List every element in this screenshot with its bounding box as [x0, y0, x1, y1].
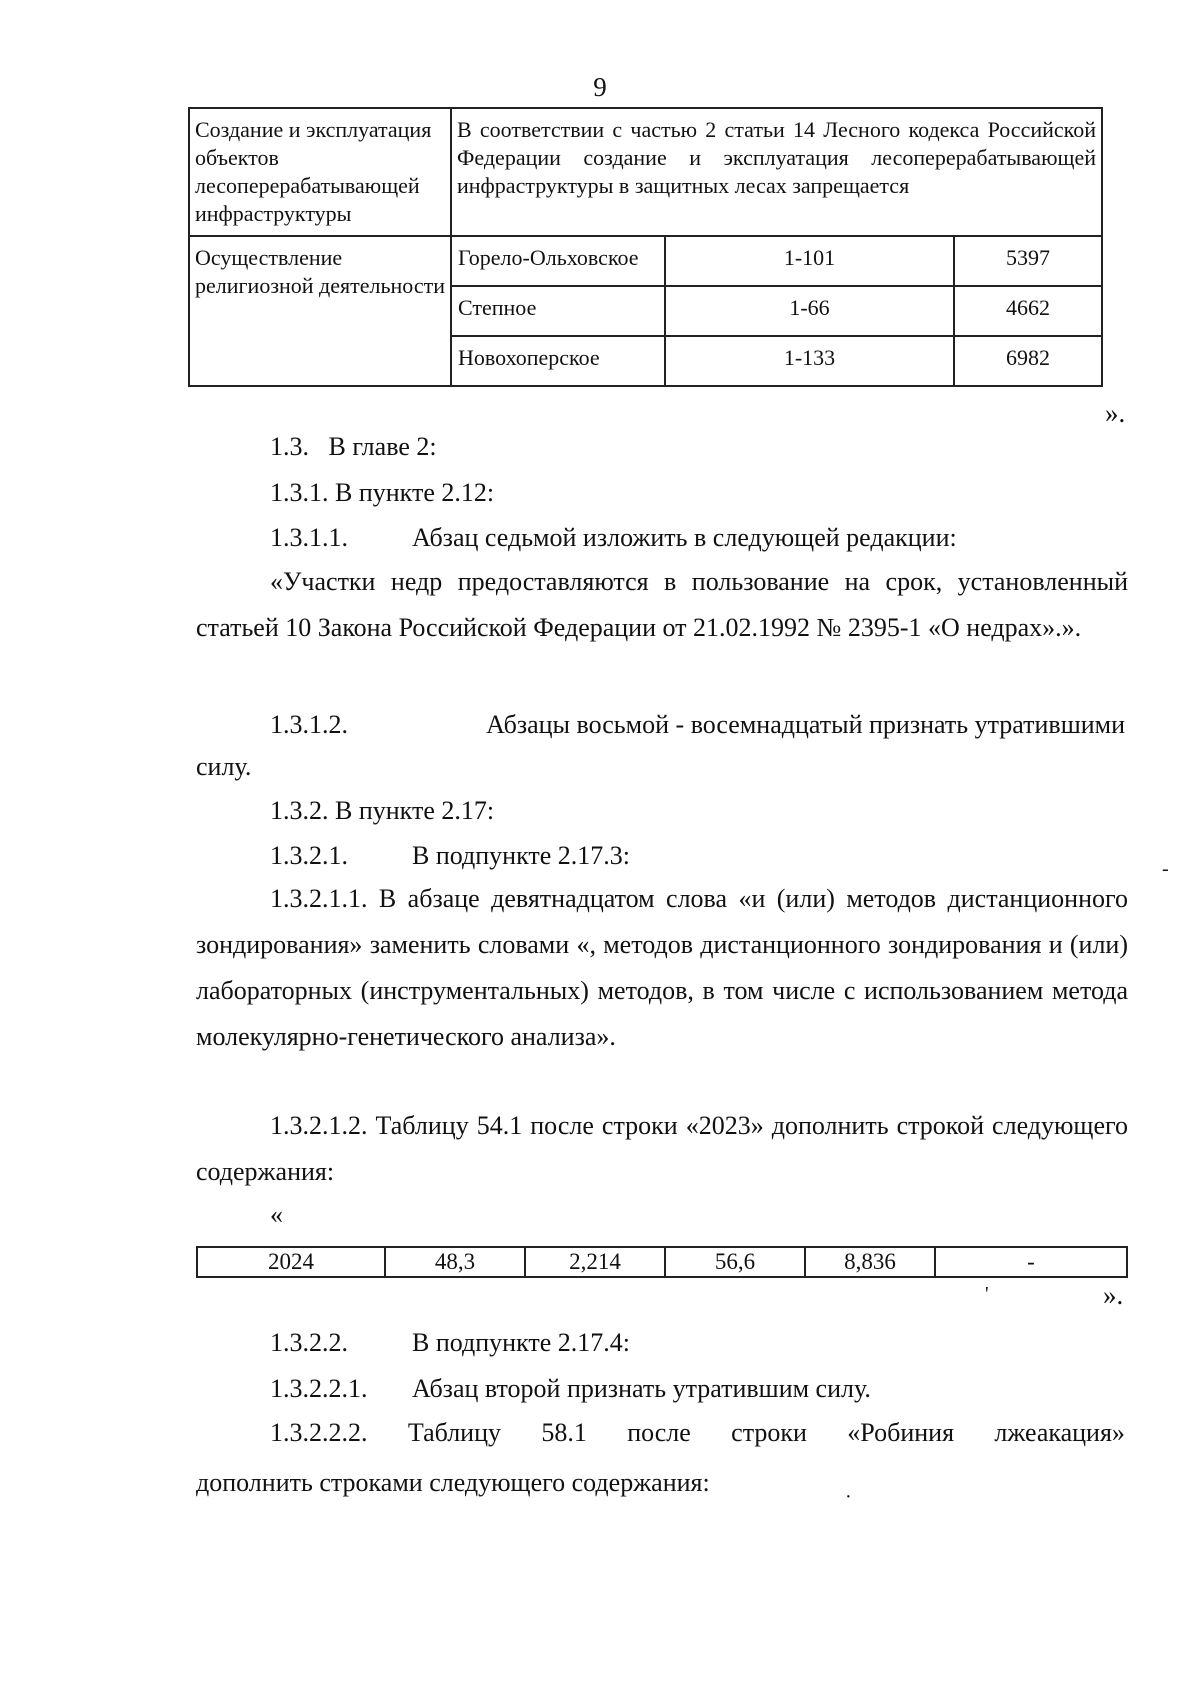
paragraph-word: после: [627, 1418, 691, 1447]
table-cell-quarters: 1-133: [665, 336, 954, 386]
paragraph-word: лжеакация»: [994, 1418, 1125, 1447]
paragraph-word: Таблицу: [407, 1418, 502, 1447]
table-2-closing-quote: ».: [1103, 1280, 1124, 1310]
table-cell: 2,214: [525, 1247, 665, 1277]
table-cell-area: 5397: [954, 236, 1102, 286]
paragraph-1-3-1-2-continuation: силу.: [196, 752, 252, 781]
table-cell-forestry: Новохоперское: [451, 336, 665, 386]
paragraph-word: 1.3.2.2.2.: [270, 1418, 368, 1447]
table-row: [189, 108, 1102, 236]
table-cell-area: 4662: [954, 286, 1102, 336]
paragraph-text: Абзацы восьмой - восемнадцатый признать утратившими: [486, 710, 1125, 739]
scan-speck: ': [985, 1283, 989, 1305]
scan-speck: ·: [845, 1486, 852, 1508]
table-cell-quarters: 1-66: [665, 286, 954, 336]
paragraph-1-3-2-2-2: [270, 1410, 1125, 1456]
table-cell-forestry: Горело-Ольховское: [451, 236, 665, 286]
paragraph-1-3-2-2-number: 1.3.2.2.: [270, 1328, 348, 1357]
table-cell-area: 6982: [954, 336, 1102, 386]
opening-quote: «: [270, 1200, 283, 1229]
table-cell-activity: Осуществление религиозной деятельности: [189, 236, 451, 386]
paragraph-1-3-2-1-text: В подпункте 2.17.3:: [412, 841, 630, 870]
table-row: [189, 236, 1102, 286]
table-54-1-row: [196, 1246, 1128, 1278]
paragraph-1-3-2: 1.3.2. В пункте 2.17:: [270, 796, 495, 825]
table-row: [197, 1247, 1127, 1277]
page-number: 9: [593, 72, 607, 102]
table-cell-forestry: Степное: [451, 286, 665, 336]
table-cell-year: 2024: [197, 1247, 385, 1277]
paragraph-1-3-2-1-1: 1.3.2.1.1. В абзаце девятнадцатом слова «и (или) методов дистанционного зондирования» заменить словами «, методов дистанционного зондирования и (или) лабораторных (инструментальных) методов, в том числе с использованием метода молекулярно-генетического анализа».: [196, 884, 1128, 1051]
table-cell-quarters: 1-101: [665, 236, 954, 286]
table-cell: 56,6: [665, 1247, 805, 1277]
forest-use-table: [188, 107, 1103, 387]
paragraph-1-3: 1.3. В главе 2:: [270, 432, 437, 461]
scan-speck: -: [1162, 858, 1169, 880]
paragraph-1-3-1: 1.3.1. В пункте 2.12:: [270, 478, 495, 507]
paragraph-1-3-1-1-number: 1.3.1.1.: [270, 523, 348, 552]
paragraph-1-3-1-2: [270, 702, 1125, 748]
table-cell-note: В соответствии с частью 2 статьи 14 Лесного кодекса Российской Федерации создание и эксплуатация лесоперерабатывающей инфраструктуры в защитных лесах запрещается: [451, 108, 1102, 236]
paragraph-1-3-2-2-text: В подпункте 2.17.4:: [412, 1328, 630, 1357]
paragraph-1-3-2-1-2: 1.3.2.1.2. Таблицу 54.1 после строки «2023» дополнить строкой следующего содержания:: [196, 1111, 1128, 1186]
table-cell-activity: Создание и эксплуатация объектов лесоперерабатывающей инфраструктуры: [189, 108, 451, 236]
paragraph-1-3-2-2-1-text: Абзац второй признать утратившим силу.: [412, 1374, 871, 1403]
table-cell: -: [935, 1247, 1127, 1277]
paragraph-word: 58.1: [541, 1418, 587, 1447]
paragraph-quote-subsoil: «Участки недр предоставляются в пользование на срок, установленный статьей 10 Закона Российской Федерации от 21.02.1992 № 2395-1 «О недрах».».: [196, 567, 1128, 642]
table-cell: 48,3: [385, 1247, 525, 1277]
paragraph-1-3-2-1-number: 1.3.2.1.: [270, 841, 348, 870]
paragraph-number: 1.3.1.2.: [270, 710, 348, 739]
paragraph-1-3-2-2-2-continuation: дополнить строками следующего содержания:: [196, 1468, 710, 1497]
paragraph-word: «Робиния: [847, 1418, 955, 1447]
table-cell: 8,836: [805, 1247, 935, 1277]
paragraph-1-3-2-2-1-number: 1.3.2.2.1.: [270, 1374, 368, 1403]
paragraph-1-3-1-1-text: Абзац седьмой изложить в следующей редакции:: [412, 523, 957, 552]
table-closing-quote: ».: [1105, 398, 1126, 428]
paragraph-word: строки: [731, 1418, 807, 1447]
